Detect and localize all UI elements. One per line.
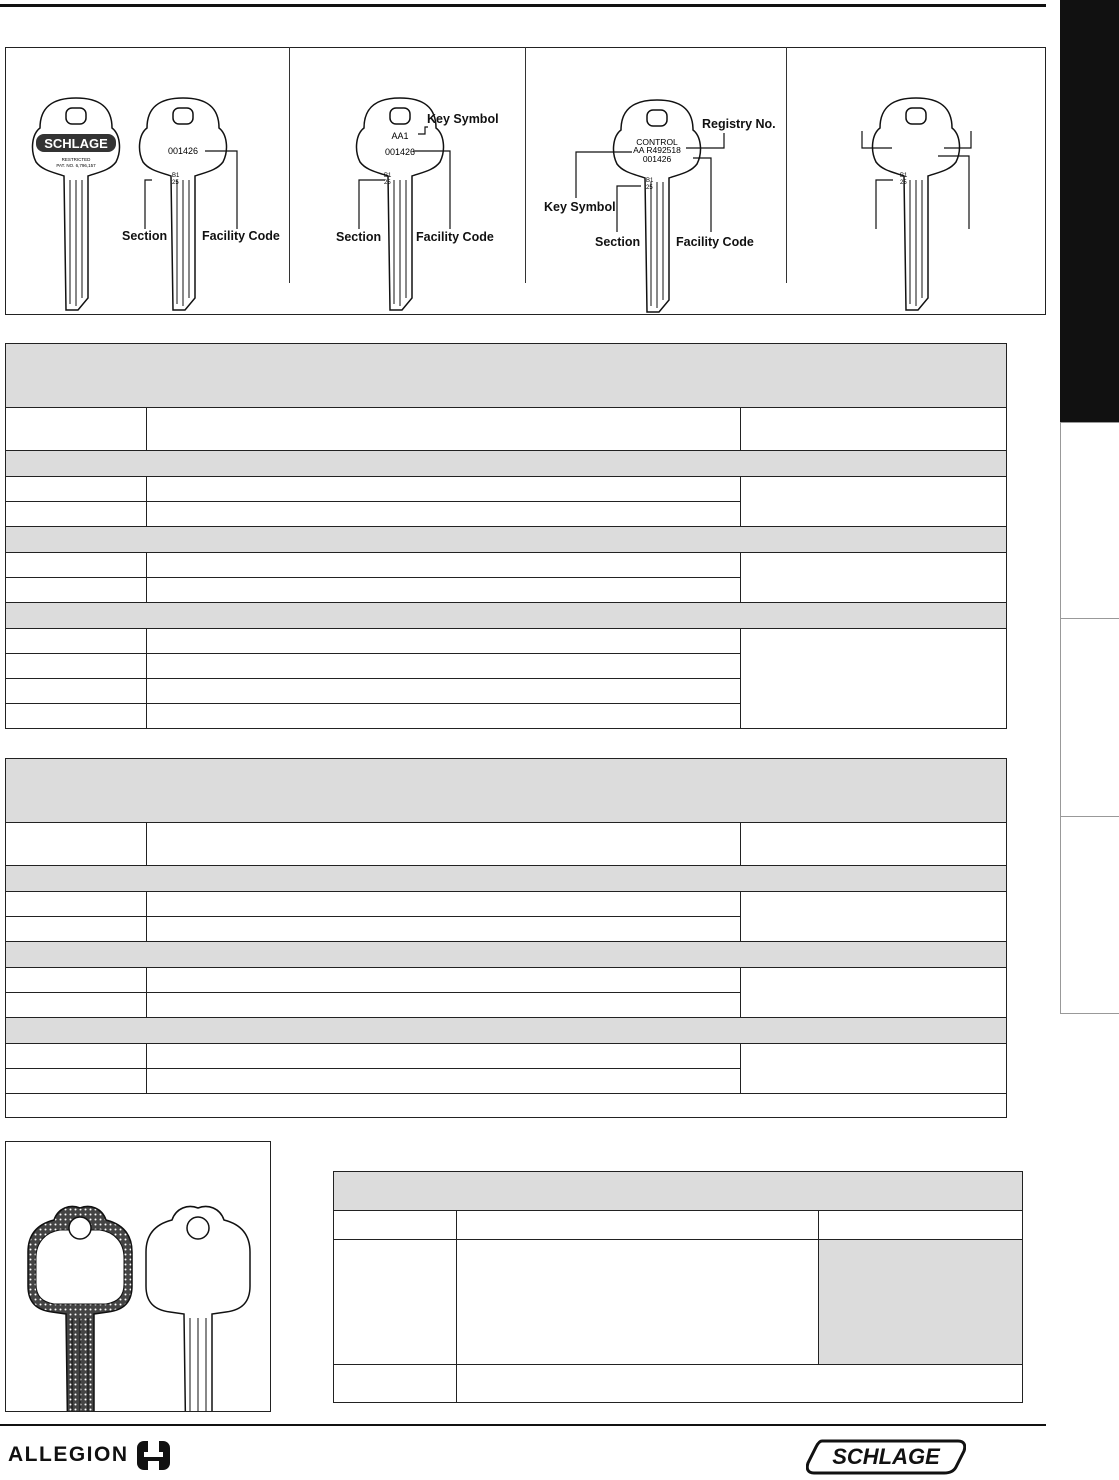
group-row xyxy=(6,603,1007,629)
allegion-mark-icon xyxy=(135,1438,175,1472)
column-header xyxy=(819,1211,1023,1240)
column-header xyxy=(6,408,147,451)
svg-text:AA R492518: AA R492518 xyxy=(633,145,681,155)
table-cell xyxy=(741,629,1007,729)
key-symbol-label: Key Symbol xyxy=(427,112,499,126)
unmarked-key xyxy=(873,98,960,310)
column-header xyxy=(6,823,147,866)
table-cell xyxy=(146,1044,740,1069)
svg-text:B1: B1 xyxy=(172,173,180,179)
table-cell xyxy=(6,502,147,527)
column-header xyxy=(146,823,740,866)
svg-text:001426: 001426 xyxy=(642,154,672,164)
table-cell xyxy=(741,1044,1007,1094)
svg-text:001426: 001426 xyxy=(167,146,199,156)
table-cell xyxy=(146,679,740,704)
table-footnote-row xyxy=(6,1094,1007,1118)
branded-key xyxy=(33,98,120,310)
facility-code-label: Facility Code xyxy=(202,229,280,243)
svg-text:CONTROL: CONTROL xyxy=(636,137,678,147)
svg-text:AA1: AA1 xyxy=(391,131,409,141)
svg-text:B1: B1 xyxy=(646,178,654,184)
table-header xyxy=(334,1172,1023,1211)
table-cell-shaded xyxy=(819,1240,1023,1365)
group-row xyxy=(6,942,1007,968)
table-cell xyxy=(334,1240,457,1365)
table-cell xyxy=(6,578,147,603)
schlage-wordmark: SCHLAGE xyxy=(832,1444,940,1469)
group-row xyxy=(6,866,1007,892)
table-cell xyxy=(6,679,147,704)
svg-text:25: 25 xyxy=(900,180,907,186)
table-cell xyxy=(456,1365,1022,1403)
schlage-logo xyxy=(806,1437,966,1480)
table-cell xyxy=(456,1240,818,1365)
svg-text:25: 25 xyxy=(646,185,653,191)
column-header xyxy=(741,823,1007,866)
allegion-wordmark: ALLEGION xyxy=(8,1443,129,1466)
table-cell xyxy=(146,578,740,603)
svg-text:25: 25 xyxy=(172,180,179,186)
group-row xyxy=(6,1018,1007,1044)
svg-text:001426: 001426 xyxy=(384,147,416,157)
table-cell xyxy=(146,993,740,1018)
table-cell xyxy=(146,917,740,942)
table-cell xyxy=(146,477,740,502)
table-cell xyxy=(6,704,147,729)
section-tab-divider xyxy=(1060,422,1119,423)
table-cell xyxy=(741,892,1007,942)
table-cell xyxy=(146,654,740,679)
svg-text:B1: B1 xyxy=(384,173,392,179)
table-cell xyxy=(6,629,147,654)
table-cell xyxy=(146,553,740,578)
plain-blank-key xyxy=(146,1207,250,1412)
table-header xyxy=(6,759,1007,823)
table-header xyxy=(6,344,1007,408)
column-header xyxy=(456,1211,818,1240)
table-cell xyxy=(6,917,147,942)
table-cell xyxy=(6,993,147,1018)
decorative-blank-key xyxy=(28,1207,132,1412)
key-illustrations xyxy=(0,0,1060,320)
table-cell xyxy=(334,1365,457,1403)
registry-no-label: Registry No. xyxy=(702,117,776,131)
svg-text:PAT. NO. 6,796,157: PAT. NO. 6,796,157 xyxy=(56,163,96,168)
table-cell xyxy=(146,892,740,917)
key-symbol-key xyxy=(357,98,444,310)
table-cell xyxy=(146,629,740,654)
key-system-table-1 xyxy=(5,343,1007,729)
column-header xyxy=(146,408,740,451)
table-cell xyxy=(146,968,740,993)
svg-text:25: 25 xyxy=(384,180,391,186)
table-cell xyxy=(6,553,147,578)
section-tab-active xyxy=(1060,0,1119,422)
key-blank-illustrations xyxy=(6,1142,270,1411)
facility-code-label: Facility Code xyxy=(416,230,494,244)
bottom-rule xyxy=(0,1424,1046,1426)
table-cell xyxy=(6,1044,147,1069)
table-cell xyxy=(6,654,147,679)
section-tab-divider xyxy=(1060,1013,1119,1014)
table-cell xyxy=(146,1069,740,1094)
registry-key xyxy=(614,100,701,312)
section-label: Section xyxy=(595,235,641,249)
table-cell xyxy=(6,968,147,993)
table-cell xyxy=(146,502,740,527)
table-cell xyxy=(6,1069,147,1094)
key-blank-table xyxy=(333,1171,1023,1403)
column-header xyxy=(334,1211,457,1240)
facility-code-key xyxy=(140,98,227,310)
section-label: Section xyxy=(122,229,168,243)
section-tab-divider xyxy=(1060,618,1119,619)
table-cell xyxy=(741,553,1007,603)
table-cell xyxy=(146,704,740,729)
allegion-logo xyxy=(8,1437,175,1473)
group-row xyxy=(6,451,1007,477)
section-label: Section xyxy=(336,230,382,244)
facility-code-label: Facility Code xyxy=(676,235,754,249)
key-symbol-label: Key Symbol xyxy=(544,200,616,214)
schlage-brand-text: SCHLAGE xyxy=(44,136,108,151)
section-tab-divider xyxy=(1060,816,1119,817)
group-row xyxy=(6,527,1007,553)
table-cell xyxy=(741,968,1007,1018)
key-system-table-2 xyxy=(5,758,1007,1118)
table-cell xyxy=(741,477,1007,527)
section-tab-divider xyxy=(1060,422,1061,1014)
svg-text:B1: B1 xyxy=(900,173,908,179)
svg-text:RESTRICTED: RESTRICTED xyxy=(61,157,91,162)
column-header xyxy=(741,408,1007,451)
table-cell xyxy=(6,477,147,502)
table-cell xyxy=(6,892,147,917)
